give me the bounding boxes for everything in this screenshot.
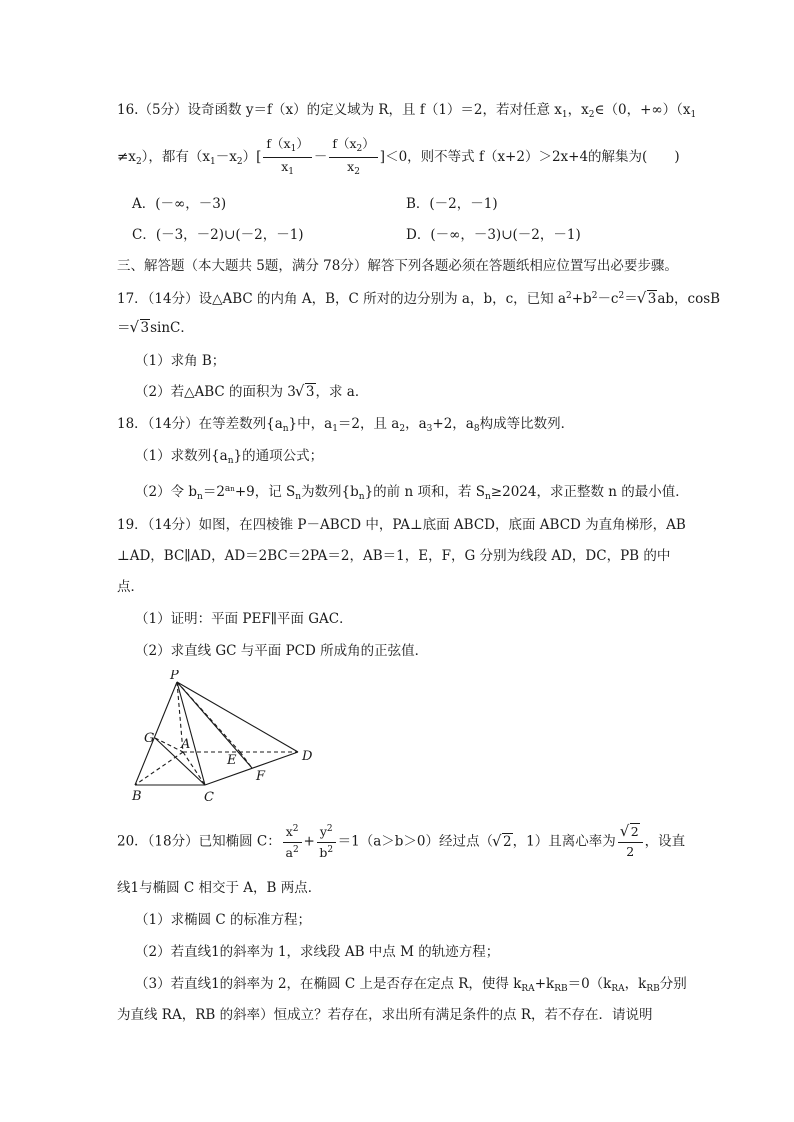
label-a: A: [181, 737, 191, 752]
q17-sub1: （1）求角 B；: [135, 353, 226, 369]
q18-sub1: （1）求数列$\{a_n\}$的通项公式；: [135, 448, 324, 466]
edge-ga: [155, 738, 183, 752]
q18-sub2: （2）令 $b_n=2^{an}+9$，记 $S_n$为数列$\{b_n\}$的前 n 项和，若 $S_n\ge 2024$，求正整数 n 的最小值．: [135, 484, 689, 502]
edge-pd: [177, 682, 298, 752]
section-3-heading: 三、解答题（本大题共 5题，满分 78分）解答下列各题必须在答题纸相应位置写出必要步骤。: [117, 258, 678, 274]
q16-fraction-2: $\frac{f(x_2)}{x_2}$: [329, 138, 377, 177]
q19-sub2: （2）求直线 GC 与平面 PCD 所成角的正弦值．: [135, 643, 429, 659]
label-f: F: [256, 769, 266, 784]
q17-line2: ＝√ 3sinC．: [117, 322, 194, 336]
q16-option-c: C．(－3，－2)∪(－2，－1): [132, 227, 304, 243]
sqrt-symbol: √ 2: [621, 826, 640, 839]
q16-line1: 16.（5分）设奇函数 y＝f（x）的定义域为 R，且 f（1）＝2，若对任意 $x_1$，$x_2\in(0$，$+\infty)(x_1$: [117, 102, 697, 120]
label-d: D: [302, 749, 313, 764]
q16-fraction-1: $\frac{f(x_1)}{x_1}$: [263, 138, 311, 177]
q19-sub1: （1）证明：平面 PEF∥平面 GAC．: [135, 611, 353, 627]
q17-sub2: （2）若△ABC 的面积为 3√ 3，求 a．: [135, 386, 368, 400]
q20-sub3: （3）若直线1的斜率为 2，在椭圆 C 上是否存在定点 R，使得 $k_{RA}+k_{RB}=0(k_{RA}$，$k_{RB}$分别: [135, 976, 687, 994]
edge-gc: [155, 738, 205, 785]
q20-line2: 线1与椭圆 C 相交于 A，B 两点．: [117, 880, 322, 896]
q19-line3: 点．: [117, 579, 144, 595]
q16-line2: $\ne x_2$），都有$(x_1-x_2)$[ $\frac{f(x_1)}{x_1}$ － $\frac{f(x_2)}{x_2}$ ]＜0，则不等式 f（x+2）＞2x+4的解集为( ): [117, 136, 680, 177]
sqrt-symbol: √ 3: [296, 386, 316, 400]
label-p: P: [170, 670, 179, 683]
q19-line2: ⊥AD，BC∥AD，AD＝2BC＝2PA＝2，AB＝1，E，F，G 分别为线段 AD，DC，PB 的中: [117, 548, 671, 564]
q20-sub1: （1）求椭圆 C 的标准方程；: [135, 912, 312, 928]
sqrt-symbol: √ 2: [493, 836, 513, 850]
label-e: E: [227, 753, 237, 768]
ellipse-y-fraction: $\frac{y^2}{b^2}$: [317, 825, 336, 859]
q17-line1: 17．（14分）设△ABC 的内角 A，B，C 所对的边分别为 a，b，c，已知 $a^2+b^2-c^2=√$ 3ab，cosB: [117, 292, 720, 307]
ellipse-x-fraction: $\frac{x^2}{a^2}$: [283, 825, 302, 859]
q16-option-b: B．(－2，－1): [406, 196, 498, 212]
q20-sub3-line2: 为直线 RA，RB 的斜率）恒成立？若存在，求出所有满足条件的点 R，若不存在．请说明: [117, 1007, 653, 1023]
label-b: B: [132, 789, 142, 804]
sqrt-symbol: √ 3: [131, 322, 151, 336]
sqrt-symbol: √ 3: [638, 293, 658, 307]
q18-line1: 18．（14分）在等差数列$\{a_n\}$中，$a_1=2$，且 $a_2$，$a_3+2$，$a_8$构成等比数列．: [117, 416, 575, 434]
eccentricity-fraction: √ $\frac{2}{2}$: [618, 826, 643, 858]
label-c: C: [204, 790, 214, 805]
q20-line1: 20．（18分）已知椭圆 C： $\frac{x^2}{a^2}$ + $\frac{y^2}{b^2}$ ＝1（a＞b＞0）经过点（√ 2，1）且离心率为 √ $\frac{2}{2}$ ，设直: [117, 825, 685, 859]
pyramid-figure: [126, 670, 326, 808]
q16-option-d: D．(－∞，－3)∪(－2，－1): [406, 227, 581, 243]
edge-ac: [183, 752, 205, 785]
q16-option-a: A．(－∞，－3): [132, 196, 227, 212]
edge-pb: [135, 682, 177, 785]
label-g: G: [144, 731, 155, 746]
edge-cd: [205, 752, 298, 785]
q20-sub2: （2）若直线1的斜率为 1，求线段 AB 中点 M 的轨迹方程；: [135, 944, 500, 960]
edge-ef: [240, 752, 252, 768]
q19-line1: 19．（14分）如图，在四棱锥 P－ABCD 中，PA⊥底面 ABCD，底面 ABCD 为直角梯形，AB: [117, 517, 686, 533]
